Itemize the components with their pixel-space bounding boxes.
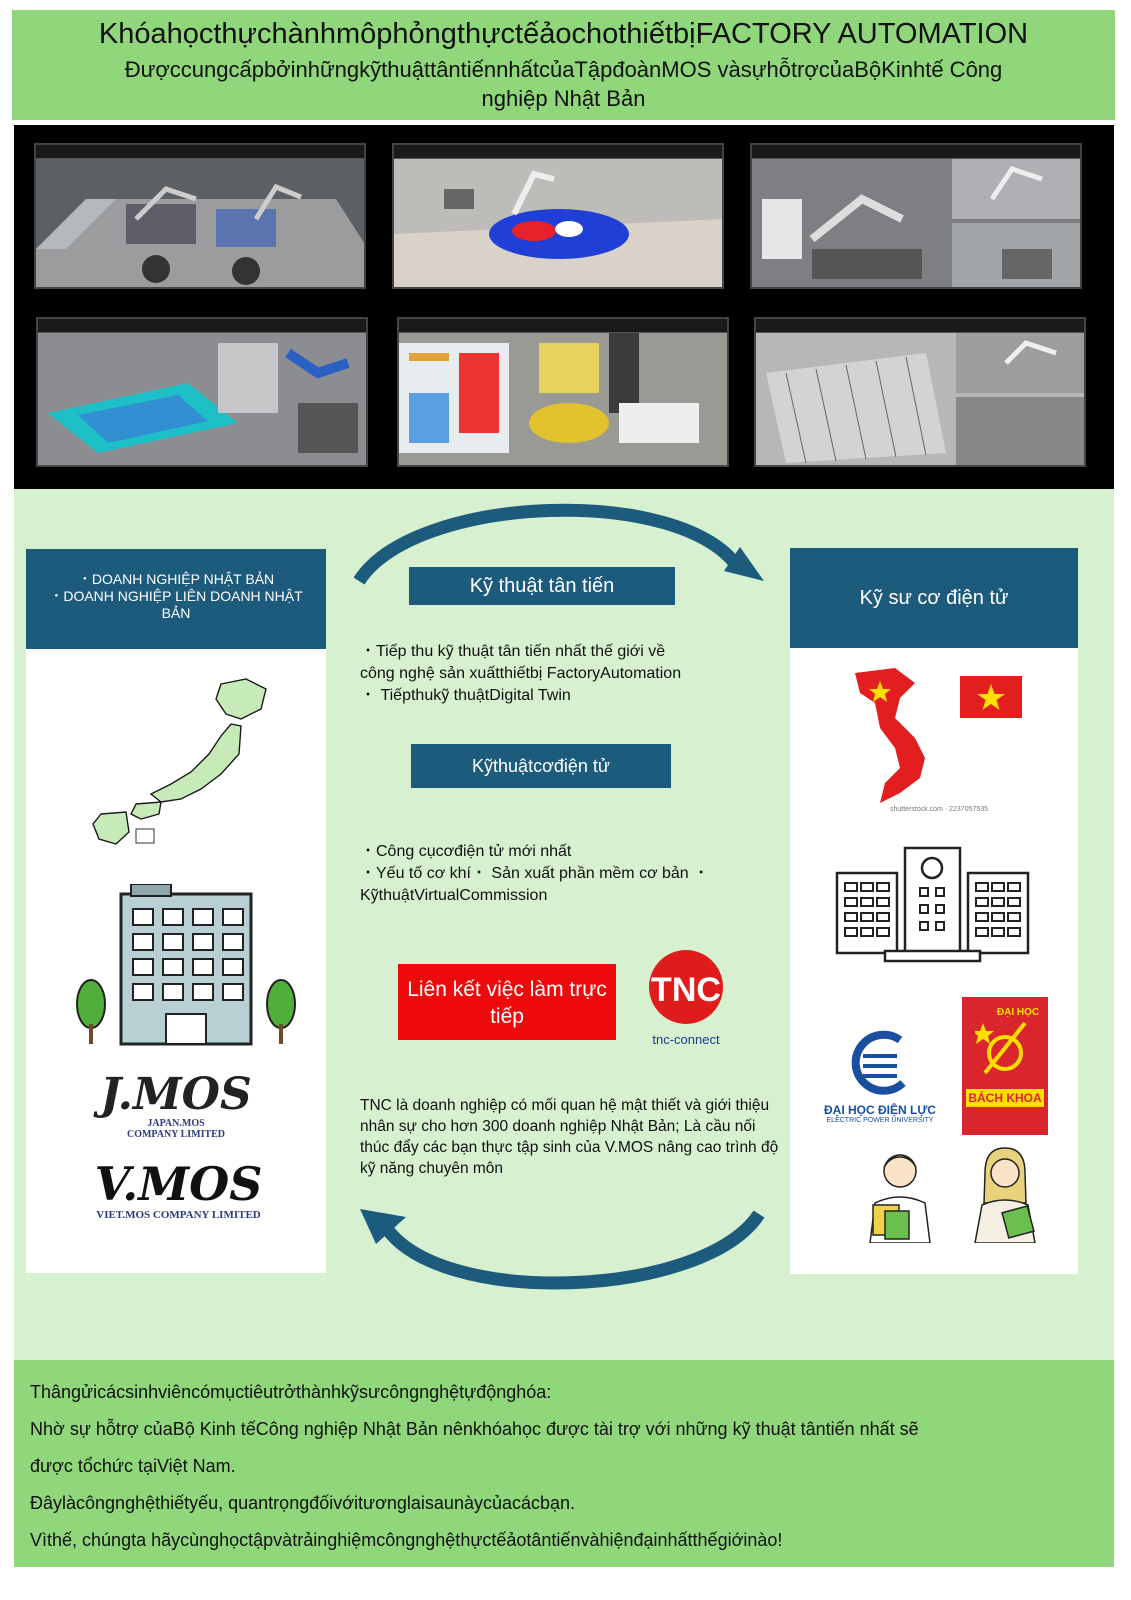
sim-screenshot-1: [34, 143, 366, 289]
advanced-tech-desc: ・Tiếp thu kỹ thuật tân tiến nhất thế giới về công nghệ sản xuấtthiếtbị FactoryAutomation ・ Tiếpthukỹ thuậtDigital Twin: [360, 643, 682, 704]
bach-khoa-emblem-icon: [975, 1018, 1035, 1078]
program-section: [14, 489, 1114, 1360]
footer-line-2: Nhờ sự hỗtrợ củaBộ Kinh tếCông nghiệp Nhật Bản nênkhóahọc được tài trợ với những kỹ thuật tântiến nhất sẽ: [30, 1419, 919, 1439]
jmos-logo: J.MOS JAPAN.MOS COMPANY LIMITED: [100, 1069, 252, 1140]
vietnam-map-icon: [845, 663, 955, 813]
sim-screenshot-4: [36, 317, 368, 467]
footer-message: [14, 1360, 1114, 1567]
page-title: KhóahọcthựchànhmôphỏngthựctếảochothiếtbịFACTORY AUTOMATION: [98, 18, 1029, 50]
advanced-tech-label: Kỹ thuật tân tiến: [409, 567, 675, 605]
tnc-logo: TNC tnc-connect: [636, 949, 736, 1047]
female-student-icon: [960, 1143, 1050, 1243]
epu-logo-icon: [845, 1028, 915, 1098]
tnc-description: TNC là doanh nghiệp có mối quan hệ mật thiết và giới thiệu nhân sự cho hơn 300 doanh nghiệp Nhật Bản; Là cầu nối thúc đẩy các bạn thực tập sinh của V.MOS nâng cao trình độ kỹ năng chuyên môn: [360, 1097, 779, 1177]
sim-screenshot-6: [754, 317, 1086, 467]
male-student-icon: [855, 1143, 945, 1243]
mechatronics-tech-label: Kỹthuậtcơđiện tử: [411, 744, 671, 788]
header-banner: [12, 10, 1115, 120]
vmos-logo: V.MOS VIET.MOS COMPANY LIMITED: [94, 1157, 263, 1221]
right-panel-vietnam: Kỹ sư cơ điện tử shutterstock.com · 2237057535 ĐẠI HỌC ĐIỆN LỰC ELECTRIC POWER UNIVERSITY ĐẠI HỌC BÁCH KHOA: [790, 548, 1078, 1274]
cycle-arrow-bottom-icon: [354, 1199, 774, 1294]
left-panel-japan: [26, 549, 326, 1273]
simulation-screenshots: [14, 125, 1114, 489]
footer-line-3: được tổchức tạiViệt Nam.: [30, 1456, 236, 1476]
sim-screenshot-2: [392, 143, 724, 289]
footer-line-1: Thângửicácsinhviêncómụctiêutrởthànhkỹsưcôngnghệtựđộnghóa:: [30, 1382, 552, 1402]
office-building-icon: [71, 884, 301, 1049]
left-panel-header: ・DOANH NGHIỆP NHẬT BẢN ・DOANH NGHIỆP LIÊN DOANH NHẬT BẢN: [26, 549, 326, 649]
page-subtitle: ĐượccungcấpbởinhữngkỹthuậttântiếnnhấtcủaTậpđoànMOS vàsựhỗtrợcủaBộKinhtế Công nghiệp Nhật Bản: [124, 57, 1003, 111]
footer-line-5: Vìthế, chúngta hãycùnghọctậpvàtrảinghiệmcôngnghệthựctếảotântiếnvàhiệnđạinhấtthếgiớinào!: [30, 1530, 783, 1550]
sim-screenshot-3: [750, 143, 1082, 289]
svg-text:TNC: TNC: [651, 971, 721, 1009]
vietnam-flag-icon: [960, 676, 1022, 718]
sim-screenshot-5: [397, 317, 729, 467]
right-panel-header: Kỹ sư cơ điện tử: [790, 548, 1078, 648]
university-building-icon: [835, 843, 1030, 963]
job-link-button[interactable]: Liên kết việc làm trực tiếp: [398, 964, 616, 1040]
japan-map-icon: [81, 674, 281, 854]
epu-logo: ĐẠI HỌC ĐIỆN LỰC ELECTRIC POWER UNIVERSITY: [820, 1028, 940, 1124]
bach-khoa-logo: ĐẠI HỌC BÁCH KHOA: [962, 997, 1048, 1135]
tnc-logo-icon: [646, 949, 726, 1025]
mechatronics-tech-desc: ・Công cụcơđiện tử mới nhất ・Yếu tố cơ khí・ Sản xuất phần mềm cơ bản ・ KỹthuậtVirtualCommission: [360, 843, 710, 904]
footer-line-4: Đâylàcôngnghệthiếtyếu, quantrọngđốivớitươnglaisaunàycủacácbạn.: [30, 1493, 576, 1513]
